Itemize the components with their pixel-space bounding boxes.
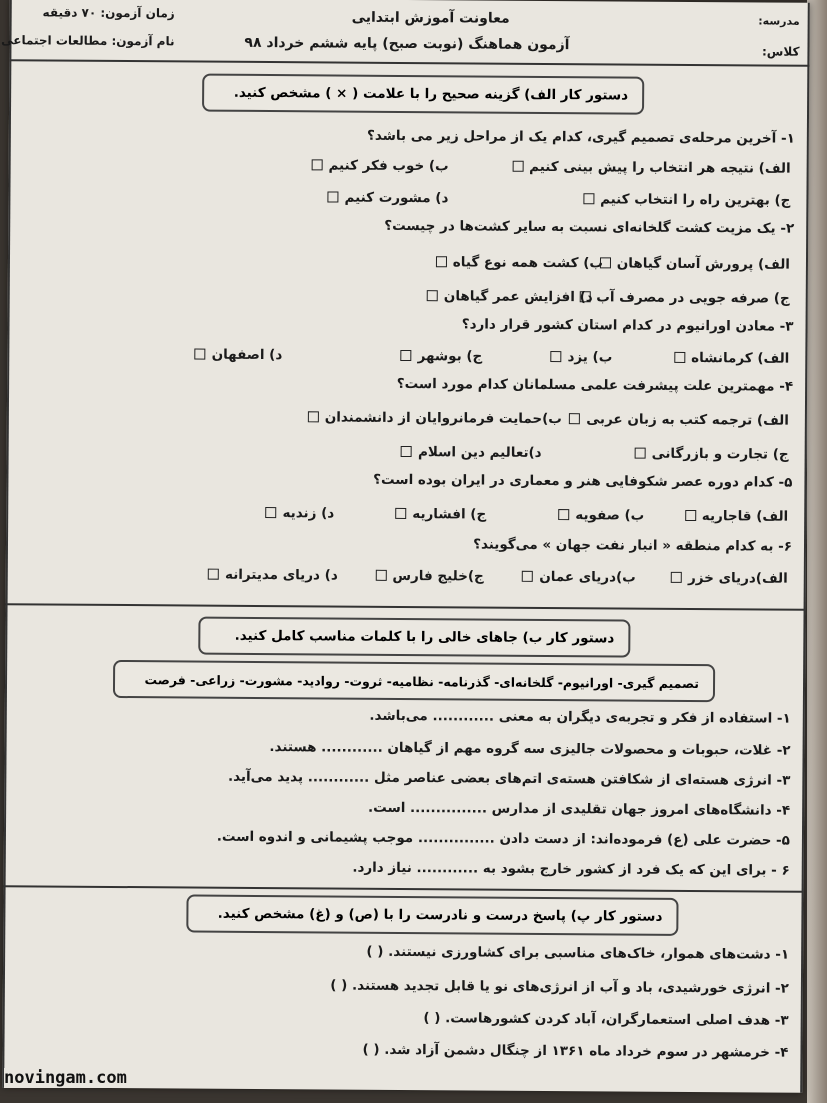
tf-item-2[interactable]: ۲- انرژی خورشیدی، باد و آب از انرژی‌های نو یا قابل تجدید هستند. ( ) [330, 977, 789, 997]
q1-option-d-label: د) مشورت کنیم [344, 189, 449, 207]
q3-option-b-label: ب) یزد [567, 349, 613, 366]
question-4: ۴- مهمترین علت پیشرفت علمی مسلمانان کدام مورد است؟ [396, 375, 794, 395]
q6-option-a[interactable] [671, 570, 788, 587]
q6-option-b[interactable] [522, 569, 636, 586]
checkbox-icon[interactable] [308, 411, 319, 422]
q4-option-d[interactable] [401, 444, 542, 461]
q2-option-d-label: د) افزایش عمر گیاهان [443, 288, 593, 306]
checkbox-icon[interactable] [395, 507, 406, 518]
school-label: مدرسه: [758, 14, 800, 28]
checkbox-icon[interactable] [427, 290, 438, 301]
question-3: ۳- معادن اورانیوم در کدام استان کشور قرار دارد؟ [461, 316, 794, 335]
q1-option-a-label: الف) نتیجه هر انتخاب را پیش بینی کنیم [529, 158, 791, 177]
fill-item-1[interactable]: ۱- استفاده از فکر و تجربه‌ی دیگران به معنی ............ می‌باشد. [369, 707, 791, 727]
fill-item-5[interactable]: ۵- حضرت علی (ع) فرموده‌اند: از دست دادن ............... موجب پشیمانی و اندوه است. [216, 828, 791, 849]
q4-option-c-label: ج) تجارت و بازرگانی [651, 445, 789, 463]
q4-option-c[interactable] [635, 446, 789, 463]
q2-option-d[interactable] [427, 288, 593, 305]
q2-option-b-label: ب) کشت همه نوع گیاه [452, 254, 604, 272]
q2-option-c-label: ج) صرفه جویی در مصرف آب [596, 289, 790, 307]
q5-option-c-label: ج) افشاریه [412, 506, 487, 523]
q2-option-c[interactable] [579, 289, 790, 306]
question-6: ۶- به کدام منطقه « انبار نفت جهان » می‌گویند؟ [473, 536, 793, 555]
tf-item-4[interactable]: ۴- خرمشهر در سوم خرداد ماه ۱۳۶۱ از چنگال دشمن آزاد شد. ( ) [362, 1041, 789, 1061]
exam-paper [2, 0, 810, 1093]
fill-item-2[interactable]: ۲- غلات، حبوبات و محصولات جالیزی سه گروه مهم از گیاهان ............ هستند. [269, 739, 791, 759]
section-c-instruction-text: دستور کار پ) پاسخ درست و نادرست را با (ص) و (غ) مشخص کنید. [217, 905, 663, 925]
q1-option-b[interactable] [311, 157, 448, 174]
q6-option-b-label: ب)دریای عمان [539, 568, 636, 586]
section-b-instruction [198, 617, 630, 658]
q1-option-c[interactable] [583, 191, 790, 208]
q3-option-d-label: د) اصفهان [211, 346, 283, 364]
q5-option-d[interactable] [265, 505, 334, 521]
q6-option-c[interactable] [375, 568, 483, 585]
background-edge [807, 0, 827, 1103]
exam-time: زمان آزمون: ۷۰ دقیقه [42, 5, 175, 21]
q4-option-d-label: د)تعالیم دین اسلام [417, 444, 542, 461]
checkbox-icon[interactable] [558, 509, 569, 520]
q6-option-a-label: الف)دریای خزر [687, 569, 788, 587]
q3-option-d[interactable] [195, 347, 283, 364]
q4-option-b-label: ب)حمایت فرمانروایان از دانشمندان [324, 409, 562, 428]
fill-item-3[interactable]: ۳- انرژی هسته‌ای از شکافتن هسته‌ی اتم‌های بعضی عناصر مثل ............ پدید می‌آید. [227, 768, 791, 789]
tf-item-1[interactable]: ۱- دشت‌های هموار، خاک‌های مناسبی برای کشاورزی نیستند. ( ) [366, 943, 790, 963]
question-5: ۵- کدام دوره عصر شکوفایی هنر و معماری در ایران بوده است؟ [373, 471, 793, 491]
checkbox-icon[interactable] [569, 413, 580, 424]
checkbox-icon[interactable] [401, 349, 412, 360]
section-a-instruction [202, 74, 644, 115]
fill-item-6[interactable]: ۶ - برای این که یک فرد از کشور خارج بشود به ............ نیاز دارد. [352, 859, 790, 879]
q5-option-d-label: د) زندیه [282, 505, 335, 522]
checkbox-icon[interactable] [512, 160, 523, 171]
q5-option-b[interactable] [558, 507, 644, 524]
q3-option-b[interactable] [550, 349, 612, 365]
checkbox-icon[interactable] [311, 159, 322, 170]
checkbox-icon[interactable] [375, 569, 386, 580]
checkbox-icon[interactable] [685, 509, 696, 520]
checkbox-icon[interactable] [208, 568, 219, 579]
section-c-instruction [186, 894, 678, 935]
checkbox-icon[interactable] [522, 570, 533, 581]
checkbox-icon[interactable] [195, 348, 206, 359]
checkbox-icon[interactable] [401, 445, 412, 456]
q5-option-b-label: ب) صفویه [575, 507, 645, 524]
q4-option-a-label: الف) ترجمه کتب به زبان عربی [586, 411, 789, 429]
tf-item-3[interactable]: ۳- هدف اصلی استعمارگران، آباد کردن کشورهاست. ( ) [423, 1010, 789, 1029]
checkbox-icon[interactable] [436, 256, 447, 267]
q1-option-a[interactable] [512, 159, 791, 177]
question-2: ۲- یک مزیت کشت گلخانه‌ای نسبت به سایر کشت‌ها در چیست؟ [384, 217, 795, 237]
q5-option-c[interactable] [395, 506, 486, 523]
q2-option-a-label: الف) پرورش آسان گیاهان [616, 255, 791, 273]
q1-option-d[interactable] [328, 189, 449, 206]
q1-option-b-label: ب) خوب فکر کنیم [328, 157, 449, 175]
q6-option-d-label: د) دریای مدیترانه [224, 566, 338, 584]
checkbox-icon[interactable] [635, 447, 646, 458]
q6-option-c-label: ج)خلیج فارس [392, 567, 484, 585]
word-bank [113, 660, 715, 702]
exam-title: آزمون هماهنگ (نوبت صبح) پایه ششم خرداد ۹۸ [244, 34, 570, 54]
q6-option-d[interactable] [208, 567, 338, 584]
fill-item-4[interactable]: ۴- دانشگاه‌های امروز جهان تقلیدی از مدارس ............... است. [367, 799, 791, 819]
word-bank-text: تصمیم گیری- اورانیوم- گلخانه‌ای- گذرنامه- نظامیه- ثروت- روادید- مشورت- زراعی- فرصت [144, 671, 700, 691]
org-title: معاونت آموزش ابتدایی [351, 9, 510, 27]
section-a-instruction-text: دستور کار الف) گزینه صحیح را با علامت ( × ) مشخص کنید. [233, 84, 629, 104]
q3-option-c-label: ج) بوشهر [417, 348, 483, 365]
q1-option-c-label: ج) بهترین راه را انتخاب کنیم [600, 191, 791, 209]
watermark: novingam.com [4, 1068, 127, 1088]
checkbox-icon[interactable] [550, 351, 561, 362]
q3-option-a-label: الف) کرمانشاه [691, 349, 790, 367]
checkbox-icon[interactable] [583, 193, 594, 204]
section-b-instruction-text: دستور کار ب) جاهای خالی را با کلمات مناسب کامل کنید. [234, 627, 615, 647]
question-1: ۱- آخرین مرحله‌ی تصمیم گیری، کدام یک از مراحل زیر می باشد؟ [367, 127, 795, 147]
class-label: کلاس: [761, 44, 800, 59]
q2-option-a[interactable] [600, 255, 790, 272]
q3-option-c[interactable] [401, 348, 483, 365]
checkbox-icon[interactable] [265, 507, 276, 518]
checkbox-icon[interactable] [674, 351, 685, 362]
q4-option-a[interactable] [569, 411, 789, 429]
checkbox-icon[interactable] [671, 571, 682, 582]
q5-option-a-label: الف) قاجاریه [701, 508, 789, 525]
exam-subject: نام آزمون: مطالعات اجتماعی [1, 33, 175, 49]
q5-option-a[interactable] [685, 508, 788, 525]
checkbox-icon[interactable] [328, 191, 339, 202]
q3-option-a[interactable] [674, 350, 789, 367]
q4-option-b[interactable] [308, 409, 562, 427]
q2-option-b[interactable] [436, 254, 603, 271]
